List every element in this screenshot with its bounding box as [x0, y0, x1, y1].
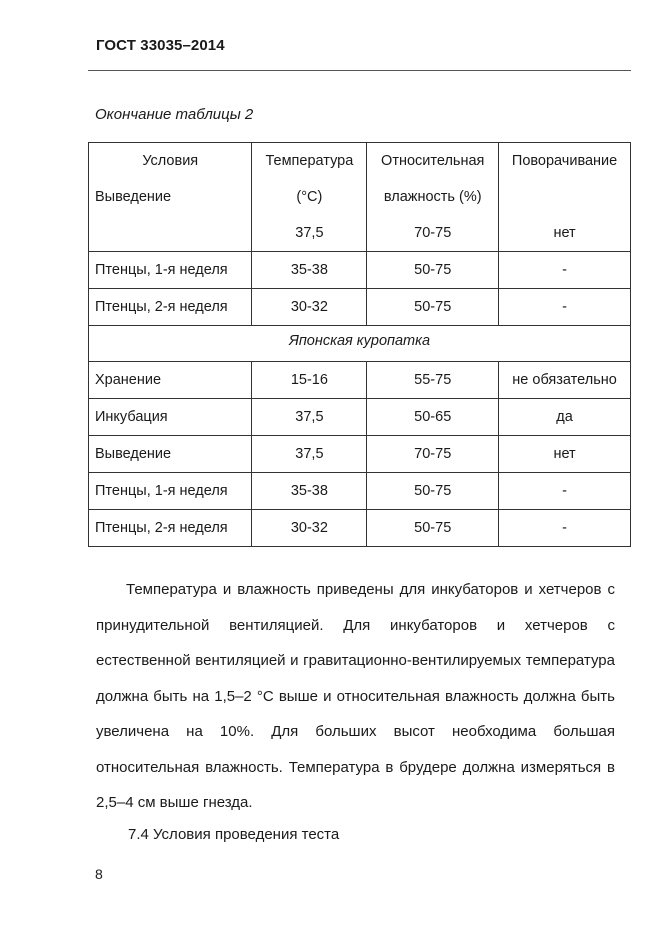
- body-paragraph: [96, 572, 615, 821]
- header-humidity-line2: влажность (%): [383, 189, 482, 205]
- document-header: ГОСТ 33035–2014: [96, 37, 225, 54]
- cell-conditions: Птенцы, 2-я неделя: [89, 289, 252, 326]
- cell-conditions: Инкубация: [89, 399, 252, 436]
- section-label: Японская куропатка: [89, 326, 631, 362]
- table-row: [89, 362, 631, 399]
- cell-turning: -: [499, 252, 631, 289]
- conditions-table: [88, 142, 631, 547]
- header-humidity: [367, 143, 499, 252]
- cell-humidity: 50-65: [367, 399, 499, 436]
- section-row: [89, 326, 631, 362]
- cell-humidity: 70-75: [367, 436, 499, 473]
- cell-conditions: Птенцы, 2-я неделя: [89, 510, 252, 547]
- cell-turning: -: [499, 510, 631, 547]
- table-row: [89, 399, 631, 436]
- page-number: 8: [95, 866, 103, 882]
- cell-temperature: 37,5: [252, 436, 367, 473]
- cell-turning: -: [499, 473, 631, 510]
- cell-temperature: 35-38: [252, 473, 367, 510]
- cell-humidity: 50-75: [367, 510, 499, 547]
- first-row-conditions: Выведение: [95, 189, 172, 205]
- cell-temperature: 37,5: [252, 399, 367, 436]
- cell-humidity: 50-75: [367, 473, 499, 510]
- cell-humidity: 50-75: [367, 289, 499, 326]
- header-humidity-line1: Относительная: [381, 153, 485, 169]
- section-subheading: 7.4 Условия проведения теста: [128, 826, 340, 843]
- header-divider: [88, 70, 631, 71]
- cell-temperature: 30-32: [252, 510, 367, 547]
- cell-conditions: Птенцы, 1-я неделя: [89, 473, 252, 510]
- table-row: [89, 289, 631, 326]
- first-row-humidity: 70-75: [414, 225, 452, 241]
- table-caption: Окончание таблицы 2: [95, 106, 254, 123]
- header-temperature-line2: (°С): [296, 189, 323, 205]
- table-header-row: [89, 143, 631, 252]
- header-turning: [499, 143, 631, 252]
- first-row-temperature: 37,5: [295, 225, 324, 241]
- header-temperature: [252, 143, 367, 252]
- first-row-turning: нет: [553, 225, 576, 241]
- header-turning-label: Поворачивание: [511, 153, 618, 169]
- cell-turning: не обязательно: [499, 362, 631, 399]
- table-row: [89, 510, 631, 547]
- cell-humidity: 50-75: [367, 252, 499, 289]
- cell-humidity: 55-75: [367, 362, 499, 399]
- cell-conditions: Птенцы, 1-я неделя: [89, 252, 252, 289]
- header-conditions-label: Условия: [142, 153, 199, 169]
- table-row: [89, 252, 631, 289]
- cell-conditions: Выведение: [89, 436, 252, 473]
- paragraph-text: Температура и влажность приведены для инкубаторов и хетчеров с принудительной вентиляцией. Для инкубаторов и хетчеров с естественной вентиляцией и гравитационно-вентилируемых температура должна быть на 1,5–2 °С выше и относительная влажность должна быть увеличена на 10%. Для больших высот необходима большая относительная влажность. Температура в брудере должна измеряться в 2,5–4 см выше гнезда.: [96, 581, 615, 811]
- table-row: [89, 436, 631, 473]
- cell-temperature: 35-38: [252, 252, 367, 289]
- header-conditions: [89, 143, 252, 252]
- cell-turning: -: [499, 289, 631, 326]
- cell-temperature: 15-16: [252, 362, 367, 399]
- table-row: [89, 473, 631, 510]
- cell-conditions: Хранение: [89, 362, 252, 399]
- cell-temperature: 30-32: [252, 289, 367, 326]
- header-turning-spacer: [499, 179, 630, 215]
- cell-turning: нет: [499, 436, 631, 473]
- cell-turning: да: [499, 399, 631, 436]
- header-temperature-line1: Температура: [265, 153, 354, 169]
